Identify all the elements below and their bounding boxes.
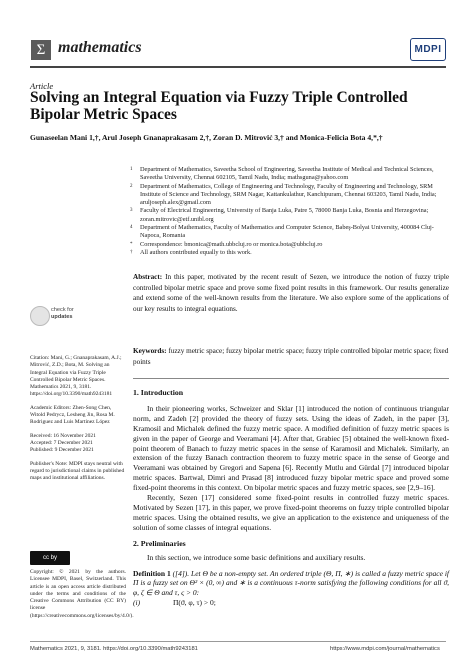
condition-item: (i) Π(ϑ, φ, τ) > 0; (133, 598, 216, 608)
correspondence[interactable]: * Correspondence: bmonica@math.ubbcluj.ro or monica.bota@ubbcluj.ro (130, 240, 323, 248)
affiliation-item: 3 Faculty of Electrical Engineering, University of Banja Luka, Patre 5, 78000 Banja Luka, Bosnia and Herzegovina; zoran.mitrovic@etf.unibl.org (130, 207, 429, 223)
keywords-text: fuzzy metric space; fuzzy bipolar metric space; fuzzy triple controlled bipolar metric space; fixed points (133, 347, 449, 366)
header-divider (30, 66, 446, 68)
affiliation-item: 1 Department of Mathematics, Saveetha School of Engineering, Saveetha Institute of Medical and Technical Sciences, Saveetha University, Chennai 602105, Tamil Nadu, India; mathsguna@yahoo.com (130, 166, 434, 182)
definition-text: ([4]). Let Θ be a non-empty set. An ordered triple (Θ, Π, ∗) is called a fuzzy metric space if Π is a fuzzy set on Θ² × (0, ∞) and ∗ is a continuous τ-norm satisfying the following conditions for all ϑ, φ, ζ ∈ Θ and τ, ς > 0: (133, 568, 449, 598)
publisher-note: Publisher's Note: MDPI stays neutral with regard to jurisdictional claims in published maps and institutional affiliations. (30, 460, 125, 482)
affiliation-item: 2 Department of Mathematics, College of Engineering and Technology, Faculty of Engineering and Technology, SRM Institute of Science and Technology, SRM Nagar, Kattankulathur, Kanchipuram, Chennai 603203, Tamil Nadu, India; aruljoseph.alex@gmail.com (130, 182, 437, 207)
paragraph: Recently, Sezen [17] considered some fixed-point results in controlled fuzzy metric spaces. Motivated by Sezen [17], in this paper, we prove fixed-point theorems on fuzzy triple controlled bipolar metric spaces. Using the obtained results, we give an application to the existence and uniqueness of the solution of some classes of integral equations. (133, 493, 449, 532)
abstract (133, 272, 449, 314)
footer-citation[interactable]: Mathematics 2021, 9, 3181. https://doi.org/10.3390/math9243181 (30, 646, 198, 652)
section-heading: 2. Preliminaries (133, 538, 186, 548)
academic-editors: Academic Editors: Zhen-Song Chen, Witold Pedrycz, Lesheng Jin, Rosa M. Rodriguez and Luis Martinez López (30, 404, 115, 426)
abstract-label: Abstract: (133, 273, 163, 281)
affiliation-item: 4 Department of Mathematics, Faculty of Mathematics and Computer Science, Babeş-Bolyai University, 400084 Cluj-Napoca, Romania (130, 224, 434, 240)
definition-label: Definition 1 (133, 568, 171, 578)
received-date: Received: 16 November 2021 (30, 432, 96, 439)
abstract-text: In this paper, motivated by the recent result of Sezen, we introduce the notion of fuzzy triple controlled bipolar metric space and prove some fixed point results in this framework. Our results generalize and extend some of the well-known results from the literature. We also explore some of the applications of our key results to integral equations. (133, 273, 450, 313)
affiliations (130, 166, 450, 257)
article-title: Solving an Integral Equation via Fuzzy Triple Controlled Bipolar Metric Spaces (30, 89, 408, 123)
published-date: Published: 9 December 2021 (30, 447, 94, 454)
journal-logo-icon: Σ (31, 40, 51, 60)
publisher-logo[interactable]: MDPI (410, 38, 446, 61)
citation[interactable]: Citation: Mani, G.; Gnanaprakasam, A.J.; Mitrović, Z.D.; Bota, M. Solving an Integral Equation via Fuzzy Triple Controlled Bipolar Metric Spaces. Mathematics 2021, 9, 3181. https://doi.org/10.3390/math9243181 (30, 355, 122, 398)
check-updates-badge[interactable]: check for updates (51, 307, 74, 320)
keywords (133, 346, 449, 367)
article-info-sidebar (30, 355, 126, 488)
journal-name: mathematics (58, 39, 142, 56)
section-heading: 1. Introduction (133, 388, 184, 397)
accepted-date: Accepted: 7 December 2021 (30, 439, 93, 446)
paragraph: In this section, we introduce some basic definitions and auxiliary results. (147, 552, 366, 562)
equal-contribution-note: † All authors contributed equally to this work. (130, 248, 252, 256)
copyright-notice[interactable]: Copyright: © 2021 by the authors. Licensee MDPI, Basel, Switzerland. This article is an open access article distributed under the terms and conditions of the Creative Commons Attribution (CC BY) license (https://creativecommons.org/licenses/by/4.0/). (30, 569, 134, 619)
author-list[interactable]: Gunaseelan Mani 1,†, Arul Joseph Gnanaprakasam 2,†, Zoran D. Mitrović 3,† and Monica-Felicia Bota 4,*,† (30, 133, 383, 142)
main-body (133, 388, 449, 608)
paragraph: In their pioneering works, Schweizer and Sklar [1] introduced the notion of continuous triangular norm, and Zadeh [2] provided the theory of fuzzy sets. Using the ideas of Zadeh, in the paper [3], Kramosil and Michalek defined the fuzzy metric space. A modified definition of fuzzy metric spaces is given in the paper of George and Veeramani [4]. After that, Grabiec [5] obtained the well-known fixed-point theorem of Banach to fuzzy metric spaces in the sense of Karamosil and Michalek. Similarly, an extension of the fuzzy Banach contraction theorem to fuzzy metric space in the sense of George and Veeramani was obtained by Gregori and Sapena [6]. Recently Mutlu and Gürdal [7] introduced bipolar metric spaces. Bartwal, Dimri and Prasad [8] introduced fuzzy bipolar metric space and proved some fixed-point theorems in this context. On bipolar metric spaces and fuzzy metric spaces, see [2,9–16]. (133, 403, 449, 493)
footer-divider (30, 641, 446, 642)
definition (133, 569, 449, 599)
keywords-divider (133, 378, 449, 379)
check-updates-icon[interactable] (30, 306, 50, 326)
footer-journal-link[interactable]: https://www.mdpi.com/journal/mathematics (330, 646, 440, 652)
cc-by-license-icon[interactable]: cc by (30, 551, 70, 565)
article-type: Article (30, 81, 54, 91)
keywords-label: Keywords: (133, 347, 167, 355)
